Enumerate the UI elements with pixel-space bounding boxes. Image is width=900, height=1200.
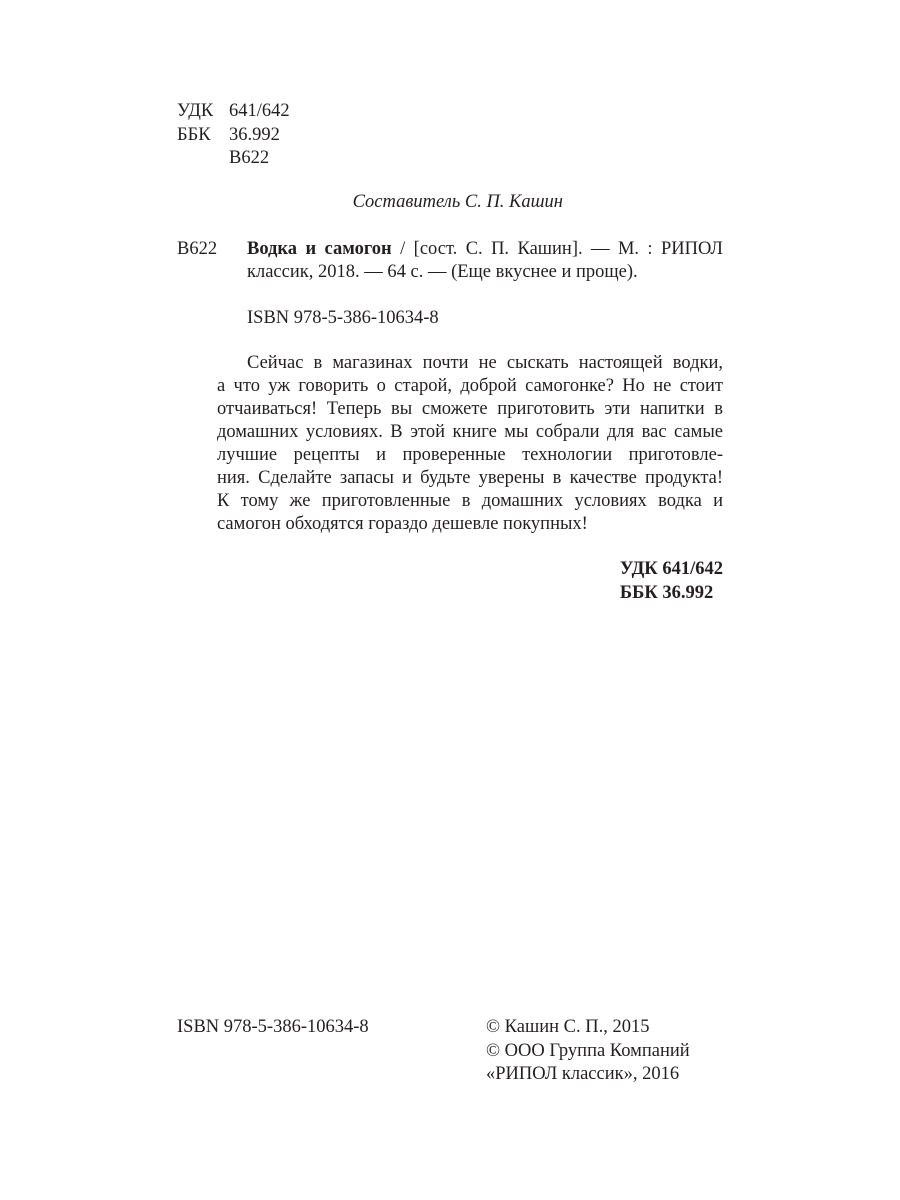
copyright-block bbox=[486, 1016, 690, 1087]
copyright-line: © Кашин С. П., 2015 bbox=[486, 1017, 650, 1037]
classification-block bbox=[177, 100, 290, 171]
annotation-line: отчаиваться! Теперь вы сможете приготовить эти напитки в bbox=[217, 399, 723, 419]
annotation-line: ния. Сделайте запасы и будьте уверены в качестве продукта! bbox=[217, 468, 723, 488]
annotation-line: Сейчас в магазинах почти не сыскать настоящей водки, bbox=[247, 353, 723, 373]
isbn-main: ISBN 978-5-386-10634-8 bbox=[247, 308, 439, 328]
udk-row bbox=[177, 100, 290, 124]
bibliographic-line-2: классик, 2018. — 64 с. — (Еще вкуснее и проще). bbox=[247, 262, 638, 282]
bbk-value: 36.992 bbox=[229, 124, 280, 145]
classification-right bbox=[620, 558, 723, 605]
bibliographic-line-1 bbox=[177, 238, 723, 261]
annotation-line: домашних условиях. В этой книге мы собрали для вас самые bbox=[217, 422, 723, 442]
udk-value: 641/642 bbox=[229, 101, 290, 121]
udk-label: УДК bbox=[177, 101, 214, 121]
bbk-label: ББК bbox=[177, 124, 211, 145]
annotation-line: К тому же приготовленные в домашних условиях водка и bbox=[217, 491, 723, 511]
bibliographic-details: / [сост. С. П. Кашин]. — М. : РИПОЛ bbox=[391, 239, 723, 259]
isbn-bottom: ISBN 978-5-386-10634-8 bbox=[177, 1017, 369, 1037]
copyright-line: © ООО Группа Компаний bbox=[486, 1040, 690, 1061]
annotation-line: самогон обходятся гораздо дешевле покупных! bbox=[217, 514, 588, 534]
author-mark-row bbox=[177, 147, 290, 171]
bibliographic-entry bbox=[177, 238, 723, 284]
author-mark: В622 bbox=[229, 148, 270, 168]
annotation-line: лучшие рецепты и проверенные технологии приготовле- bbox=[217, 445, 723, 465]
book-title: Водка и самогон bbox=[247, 239, 392, 259]
compiler-line: Составитель С. П. Кашин bbox=[352, 192, 563, 212]
udk-code-bold: УДК 641/642 bbox=[619, 559, 723, 579]
bibliographic-code: В622 bbox=[177, 239, 218, 259]
annotation bbox=[217, 352, 723, 536]
bbk-row bbox=[177, 124, 290, 148]
bbk-code-bold: ББК 36.992 bbox=[619, 582, 714, 603]
annotation-line: а что уж говорить о старой, доброй самогонке? Но не стоит bbox=[217, 376, 723, 396]
copyright-line: «РИПОЛ классик», 2016 bbox=[486, 1064, 680, 1084]
